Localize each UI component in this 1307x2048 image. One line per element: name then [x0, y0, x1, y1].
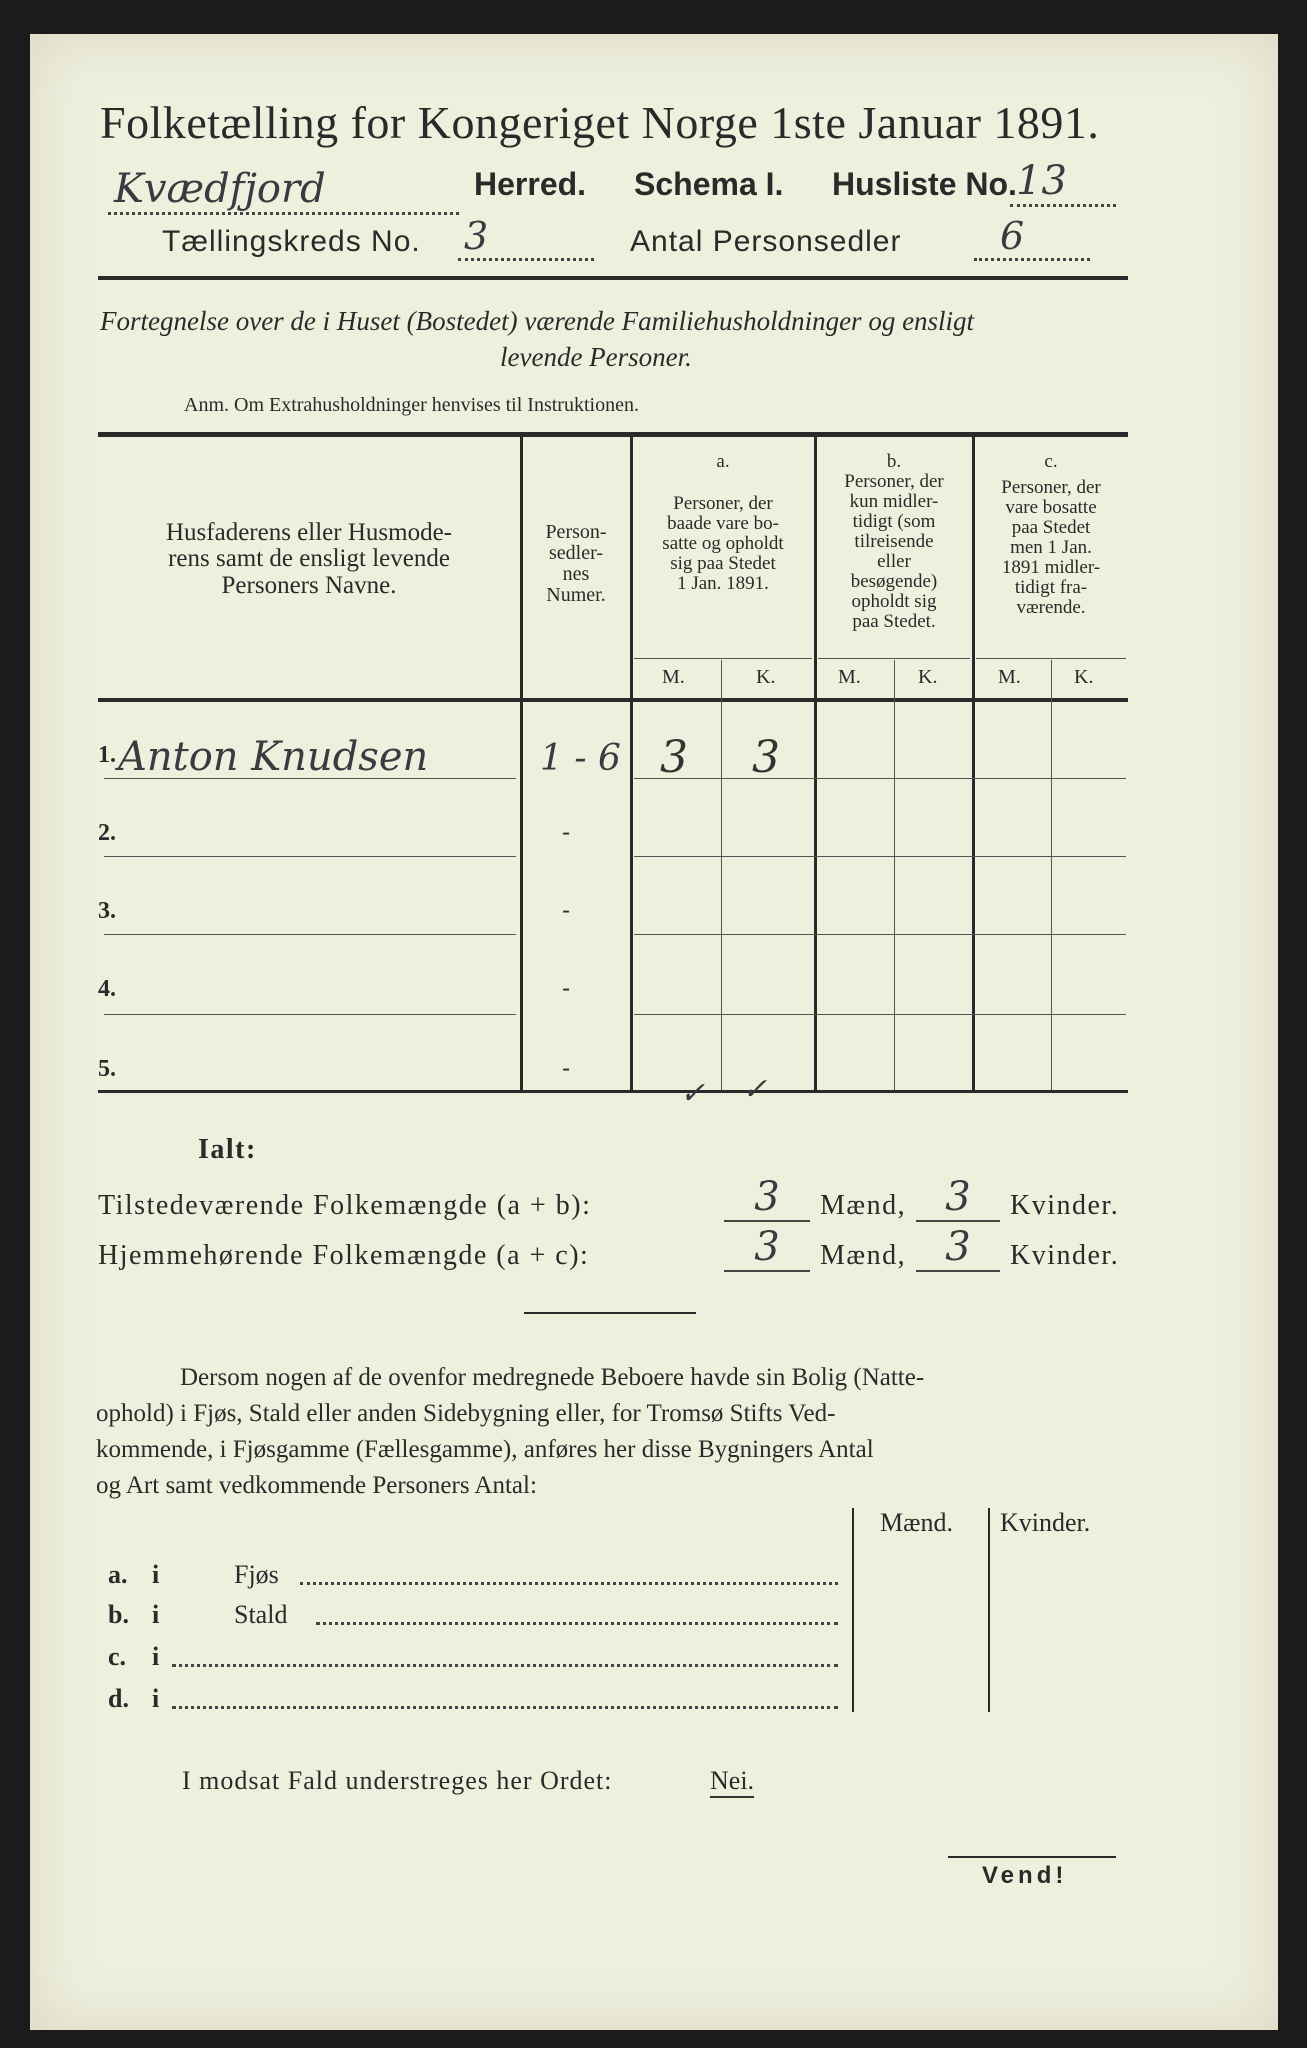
building-letter: b.	[108, 1600, 129, 1629]
divider-name	[520, 437, 523, 1091]
col-head-name	[100, 520, 518, 599]
col-head-num-line: Person-	[545, 521, 607, 543]
col-head-b-line: paa Stedet.	[852, 610, 936, 632]
divider-a-mk	[721, 660, 722, 1090]
row-rule	[634, 1014, 1126, 1015]
col-head-b-line: kun midler-	[849, 490, 939, 512]
kreds-value: 3	[458, 214, 594, 261]
buildings-maend-head: Mænd.	[880, 1508, 953, 1537]
subhead-rule-a	[634, 658, 812, 659]
col-head-b-line: Personer, der	[844, 470, 944, 492]
row-rule	[634, 856, 1126, 857]
buildings-divider-1	[852, 1508, 854, 1712]
paragraph-line-2-text: ophold) i Fjøs, Stald eller anden Sidebygning eller, for Tromsø Stifts Ved-	[96, 1400, 836, 1427]
building-i: i	[152, 1600, 160, 1629]
col-head-name-line: Husfaderens eller Husmode-	[165, 519, 452, 546]
row-num: -	[562, 896, 571, 924]
row-number: 4.	[98, 976, 116, 1002]
row-rule	[104, 934, 516, 935]
col-head-a	[634, 452, 812, 594]
col-head-c	[976, 452, 1126, 618]
antal-label: Antal Personsedler	[630, 225, 902, 258]
buildings-divider-2	[988, 1508, 990, 1712]
col-a-k: K.	[756, 666, 776, 688]
col-head-a-line: sig paa Stedet	[670, 552, 776, 574]
col-head-b-line: besøgende)	[850, 570, 938, 592]
row-num: -	[562, 1054, 571, 1082]
divider-b	[972, 437, 975, 1091]
col-head-num-line: Numer.	[546, 584, 606, 606]
tilstede-label: Tilstedeværende Folkemængde (a + b):	[98, 1190, 592, 1221]
row-a-k: 3	[752, 732, 780, 783]
building-dotline	[172, 1706, 838, 1709]
subhead-rule-c	[976, 658, 1126, 659]
col-head-c-line: men 1 Jan.	[1010, 536, 1092, 558]
husliste-label: Husliste No.	[832, 166, 1017, 202]
col-a-m: M.	[662, 666, 685, 688]
row-rule	[104, 1014, 516, 1015]
row-number: 1.	[98, 742, 116, 768]
intro-line-2: levende Personer.	[500, 342, 692, 372]
row-num: -	[562, 818, 571, 846]
vend-label: Vend!	[982, 1862, 1068, 1889]
col-head-c-line: tidigt fra-	[1014, 576, 1088, 598]
row-number: 2.	[98, 820, 116, 846]
col-head-name-line: Personers Navne.	[221, 571, 397, 599]
building-dotline	[172, 1664, 838, 1667]
col-head-c-line: 1891 midler-	[1001, 556, 1101, 578]
building-letter: c.	[108, 1642, 127, 1671]
antal-value: 6	[974, 214, 1090, 261]
building-label: Stald	[234, 1600, 288, 1629]
maend-label: Mænd,	[820, 1240, 907, 1271]
col-head-b-line: opholdt sig	[851, 590, 937, 612]
maend-label: Mænd,	[820, 1190, 907, 1221]
building-i: i	[152, 1684, 160, 1713]
check-mark-icon: ✓	[680, 1076, 706, 1111]
herred-field	[108, 166, 459, 215]
nei-word: Nei.	[710, 1766, 754, 1798]
row-rule	[104, 856, 516, 857]
row-number: 5.	[98, 1056, 116, 1082]
vend-rule	[948, 1856, 1116, 1858]
row-num: 1 - 6	[540, 738, 621, 779]
modsat-label: I modsat Fald understreges her Ordet:	[182, 1766, 613, 1795]
divider-num	[630, 437, 633, 1091]
kreds-label: Tællingskreds No.	[162, 225, 421, 258]
antal-field	[974, 214, 1090, 261]
building-i: i	[152, 1560, 160, 1589]
husliste-value: 13	[1010, 158, 1116, 207]
anm-note: Anm. Om Extrahusholdninger henvises til Instruktionen.	[184, 394, 639, 416]
intro-line-1: Fortegnelse over de i Huset (Bostedet) værende Familiehusholdninger og ensligt	[100, 306, 975, 336]
paragraph-line-1: Dersom nogen af de ovenfor medregnede Beboere havde sin Bolig (Natte-	[180, 1364, 925, 1391]
paragraph-line-2	[96, 1396, 1126, 1432]
col-head-num	[524, 522, 628, 606]
col-head-c-line: vare bosatte	[1005, 496, 1097, 518]
row-rule	[634, 934, 1126, 935]
col-head-b	[818, 452, 970, 631]
building-dotline	[316, 1622, 838, 1625]
herred-label: Herred.	[474, 166, 587, 202]
subhead-rule-b	[818, 658, 970, 659]
schema-label: Schema I.	[634, 166, 784, 202]
divider-c-mk	[1051, 660, 1052, 1090]
divider-a	[814, 437, 817, 1091]
building-letter: a.	[108, 1560, 128, 1589]
kreds-field	[458, 214, 594, 261]
row-a-m: 3	[660, 732, 688, 783]
col-head-b-line: tidigt (som	[852, 510, 936, 532]
col-head-a-line: 1 Jan. 1891.	[677, 572, 769, 594]
col-head-b-line: eller	[877, 550, 911, 572]
col-head-a-line: baade vare bo-	[667, 512, 779, 534]
col-b-k: K.	[918, 666, 938, 688]
header-rule	[98, 276, 1128, 280]
divider-b-mk	[894, 660, 895, 1090]
col-head-a-line: Personer, der	[673, 492, 773, 514]
building-i: i	[152, 1642, 160, 1671]
tilstede-k: 3	[916, 1174, 1000, 1222]
building-letter: d.	[108, 1684, 129, 1713]
col-c-k: K.	[1074, 666, 1094, 688]
col-head-c-letter: c.	[1044, 451, 1058, 472]
hjemme-m: 3	[724, 1224, 810, 1272]
page-title: Folketælling for Kongeriget Norge 1ste Januar 1891.	[100, 97, 1100, 148]
row-number: 3.	[98, 898, 116, 924]
col-head-b-letter: b.	[886, 451, 902, 472]
row-rule	[634, 778, 1126, 779]
hjemme-k: 3	[916, 1224, 1000, 1272]
section-divider	[524, 1312, 696, 1314]
col-head-c-line: paa Stedet	[1011, 516, 1091, 538]
col-head-a-line: satte og opholdt	[662, 532, 784, 554]
building-dotline	[300, 1582, 838, 1585]
col-head-c-line: Personer, der	[1001, 476, 1101, 498]
building-label: Fjøs	[234, 1560, 279, 1589]
check-mark-icon: ✓	[742, 1072, 768, 1107]
tilstede-m: 3	[724, 1174, 810, 1222]
col-head-name-line: rens samt de ensligt levende	[168, 545, 450, 573]
herred-value: Kvædfjord	[108, 166, 459, 215]
col-head-num-line: nes	[562, 563, 590, 585]
col-head-b-line: tilreisende	[854, 530, 934, 552]
col-c-m: M.	[998, 666, 1021, 688]
col-b-m: M.	[838, 666, 861, 688]
ialt-label: Ialt:	[198, 1134, 257, 1165]
paragraph-line-4: og Art samt vedkommende Personers Antal:	[96, 1472, 537, 1499]
hjemme-label: Hjemmehørende Folkemængde (a + c):	[98, 1240, 590, 1271]
col-head-a-letter: a.	[716, 451, 730, 472]
row-num: -	[562, 974, 571, 1002]
paragraph-line-3: kommende, i Fjøsgamme (Fællesgamme), anføres her disse Bygningers Antal	[96, 1436, 874, 1463]
buildings-kvinder-head: Kvinder.	[1000, 1508, 1091, 1537]
col-head-num-line: sedler-	[548, 542, 603, 564]
kvinder-label: Kvinder.	[1010, 1190, 1120, 1221]
kvinder-label: Kvinder.	[1010, 1240, 1120, 1271]
husliste-field	[1010, 158, 1116, 207]
row-name: Anton Knudsen	[118, 734, 429, 780]
col-head-c-line: værende.	[1016, 596, 1086, 618]
